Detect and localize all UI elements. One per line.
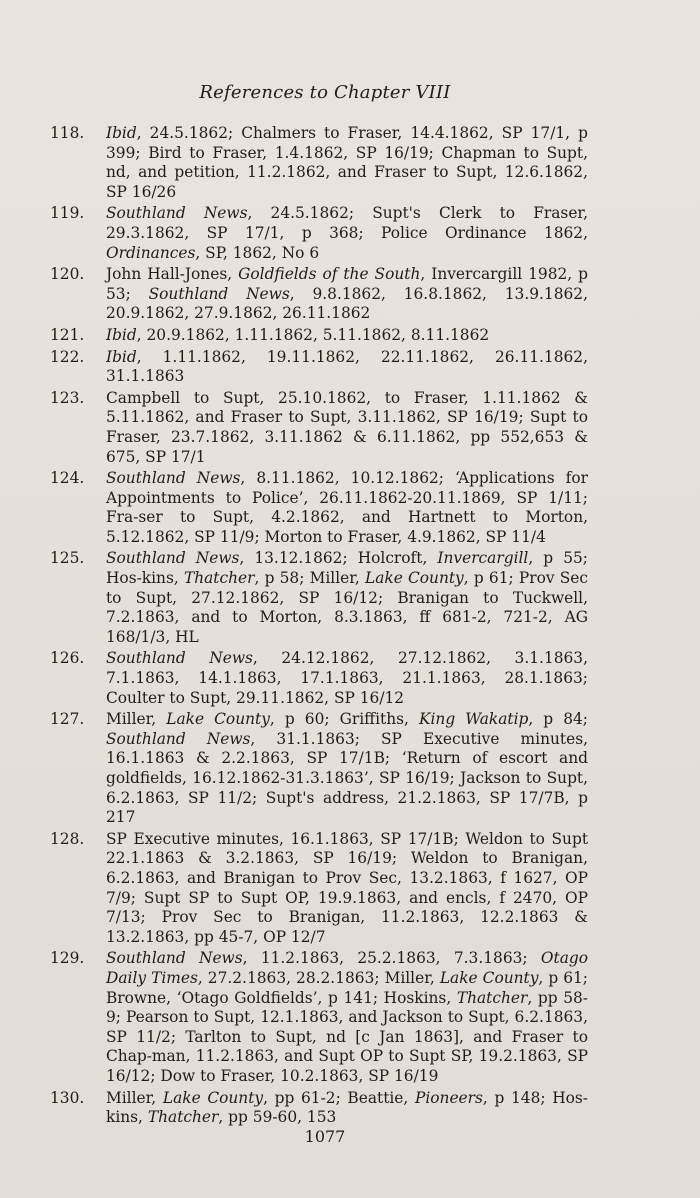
reference-number: 120. bbox=[50, 265, 85, 284]
reference-text-segment: , p 55; Hos-kins, bbox=[106, 549, 588, 588]
reference-title-italic: Ordinances bbox=[106, 243, 196, 262]
reference-text bbox=[106, 124, 588, 202]
reference-title-italic: Ibid bbox=[106, 124, 137, 142]
reference-text-segment: , 1.11.1862, 19.11.1862, 22.11.1862, 26.11.1862, 31.1.1863 bbox=[106, 347, 588, 386]
references-list bbox=[50, 124, 588, 1130]
reference-title-italic: Pioneers bbox=[414, 1088, 483, 1107]
reference-title-italic: Southland News bbox=[106, 729, 251, 748]
reference-title-italic: Southland News bbox=[106, 949, 243, 968]
reference-title-italic: Thatcher bbox=[147, 1108, 219, 1127]
reference-text-segment: John Hall-Jones, bbox=[106, 265, 239, 284]
reference-text bbox=[106, 1089, 588, 1128]
reference-entry bbox=[50, 469, 588, 547]
reference-text-segment: , 24.5.1862; Chalmers to Fraser, 14.4.1862, SP 17/1, p 399; Bird to Fraser, 1.4.1862, SP 16/19; Chapman to Supt, nd, and petition, 11.2.1862, and Fraser to Supt, 12.6.1862, SP 16/26 bbox=[106, 124, 588, 201]
reference-title-italic: King Wakatip bbox=[418, 710, 529, 729]
reference-text bbox=[106, 549, 588, 647]
reference-text bbox=[106, 830, 588, 948]
reference-number: 125. bbox=[50, 549, 85, 568]
reference-title-italic: Thatcher bbox=[456, 988, 528, 1007]
reference-text-segment: , p 58; Miller, bbox=[254, 569, 365, 588]
reference-text-segment: , SP, 1862, No 6 bbox=[195, 243, 320, 262]
reference-number: 124. bbox=[50, 469, 85, 488]
reference-entry bbox=[50, 326, 588, 346]
reference-text-segment: , p 84; bbox=[528, 710, 588, 729]
reference-entry bbox=[50, 348, 588, 387]
reference-text bbox=[106, 649, 588, 708]
reference-text bbox=[106, 710, 588, 828]
reference-title-italic: Invercargill bbox=[437, 549, 529, 568]
reference-text bbox=[106, 204, 588, 263]
reference-text-segment: Miller, bbox=[106, 1088, 163, 1107]
reference-text bbox=[106, 389, 588, 467]
page-number: 1077 bbox=[304, 1127, 346, 1146]
reference-number: 129. bbox=[50, 949, 85, 968]
reference-entry bbox=[50, 204, 588, 263]
reference-number: 123. bbox=[50, 388, 85, 407]
reference-text-segment: , p 148; Hos-kins, bbox=[106, 1088, 588, 1127]
reference-title-italic: Lake County bbox=[364, 569, 464, 588]
reference-number: 122. bbox=[50, 347, 85, 366]
reference-title-italic: Southland News bbox=[106, 469, 241, 488]
reference-text-segment: , p 61; Prov Sec to Supt, 27.12.1862, SP 16/12; Branigan to Tuckwell, 7.2.1863, and to Morton, 8.3.1863, ff 681-2, 721-2, AG 168/1/3, HL bbox=[106, 569, 589, 646]
reference-text-segment: Campbell to Supt, 25.10.1862, to Fraser, 1.11.1862 & 5.11.1862, and Fraser to Supt, 3.11.1862, SP 16/19; Supt to Fraser, 23.7.1862, 3.11.1862 & 6.11.1862, pp 552,653 & 675, SP 17/1 bbox=[106, 388, 588, 466]
reference-text-segment: , 27.2.1863, 28.2.1863; Miller, bbox=[197, 968, 440, 987]
reference-entry bbox=[50, 1089, 588, 1128]
reference-entry bbox=[50, 830, 588, 948]
reference-number: 126. bbox=[50, 649, 85, 668]
reference-title-italic: Otago Daily Times bbox=[106, 949, 588, 987]
reference-text-segment: , p 60; Griffiths, bbox=[269, 710, 419, 729]
reference-number: 121. bbox=[50, 325, 85, 344]
reference-text-segment: , pp 58-9; Pearson to Supt, 12.1.1863, and Jackson to Supt, 6.2.1863, SP 11/2; Tarlton to Supt, nd [c Jan 1863], and Fraser to Chap-man, 11.2.1863, and Supt OP to Supt SP, 19.2.1863, SP 16/12; Dow to Fraser, 10.2.1863, SP 16/19 bbox=[106, 988, 588, 1085]
reference-title-italic: Goldfields of the South bbox=[238, 265, 421, 284]
reference-number: 127. bbox=[50, 710, 85, 729]
reference-text-segment: , 9.8.1862, 16.8.1862, 13.9.1862, 20.9.1862, 27.9.1862, 26.11.1862 bbox=[106, 284, 588, 323]
reference-entry bbox=[50, 389, 588, 467]
reference-text-segment: , 8.11.1862, 10.12.1862; ‘Applications for Appointments to Police’, 26.11.1862-20.11.1869, SP 1/11; Fra-ser to Supt, 4.2.1862, and Hartnett to Morton, 5.12.1862, SP 11/9; Morton to Fraser, 4.9.1862, SP 11/4 bbox=[106, 469, 588, 546]
running-header: References to Chapter VIII bbox=[199, 82, 451, 103]
reference-text bbox=[106, 949, 588, 1086]
reference-text-segment: , p 61; Browne, ‘Otago Goldfields’, p 141; Hoskins, bbox=[106, 968, 588, 1007]
reference-title-italic: Ibid bbox=[106, 325, 137, 344]
reference-number: 130. bbox=[50, 1088, 85, 1107]
reference-title-italic: Southland News bbox=[106, 549, 240, 568]
reference-title-italic: Southland News bbox=[148, 284, 290, 303]
reference-title-italic: Southland News bbox=[106, 649, 253, 668]
reference-entry bbox=[50, 124, 588, 202]
reference-text bbox=[106, 348, 588, 387]
reference-entry bbox=[50, 949, 588, 1086]
reference-text bbox=[106, 469, 588, 547]
reference-text bbox=[106, 265, 588, 324]
reference-number: 119. bbox=[50, 204, 85, 223]
reference-text-segment: , 13.12.1862; Holcroft, bbox=[239, 549, 438, 568]
reference-text bbox=[106, 326, 588, 346]
reference-text-segment: Miller, bbox=[106, 710, 167, 729]
reference-text-segment: , pp 61-2; Beattie, bbox=[263, 1088, 415, 1107]
reference-entry bbox=[50, 710, 588, 828]
reference-number: 118. bbox=[50, 124, 85, 142]
reference-entry bbox=[50, 549, 588, 647]
reference-title-italic: Lake County bbox=[162, 1088, 264, 1107]
reference-text-segment: SP Executive minutes, 16.1.1863, SP 17/1B; Weldon to Supt 22.1.1863 & 3.2.1863, SP 16/19; Weldon to Branigan, 6.2.1863, and Branigan to Prov Sec, 13.2.1863, f 1627, OP 7/9; Supt SP to Supt OP, 19.9.1863, and encls, f 2470, OP 7/13; Prov Sec to Branigan, 11.2.1863, 12.2.1863 & 13.2.1863, pp 45-7, OP 12/7 bbox=[106, 829, 588, 946]
reference-text-segment: , 20.9.1862, 1.11.1862, 5.11.1862, 8.11.1862 bbox=[136, 325, 490, 344]
reference-text-segment: , pp 59-60, 153 bbox=[218, 1108, 337, 1127]
reference-text-segment: , 31.1.1863; SP Executive minutes, 16.1.1863 & 2.2.1863, SP 17/1B; ‘Return of escort and goldfields, 16.12.1862-31.3.1863’, SP 16/19; Jackson to Supt, 6.2.1863, SP 11/2; Supt's address, 21.2.1863, SP 17/7B, p 217 bbox=[106, 729, 588, 827]
reference-title-italic: Ibid bbox=[106, 347, 137, 366]
reference-entry bbox=[50, 649, 588, 708]
reference-entry bbox=[50, 265, 588, 324]
reference-title-italic: Lake County bbox=[439, 968, 539, 987]
reference-text-segment: , 11.2.1863, 25.2.1863, 7.3.1863; bbox=[242, 949, 541, 968]
reference-text-segment: , 24.12.1862, 27.12.1862, 3.1.1863, 7.1.1863, 14.1.1863, 17.1.1863, 21.1.1863, 28.1.1863; Coulter to Supt, 29.11.1862, SP 16/12 bbox=[106, 649, 588, 707]
reference-text-segment: , Invercargill 1982, p 53; bbox=[106, 265, 589, 303]
reference-number: 128. bbox=[50, 829, 85, 848]
reference-title-italic: Southland News bbox=[106, 204, 248, 223]
reference-title-italic: Lake County bbox=[166, 710, 270, 729]
reference-text-segment: , 24.5.1862; Supt's Clerk to Fraser, 29.3.1862, SP 17/1, p 368; Police Ordinance 1862, bbox=[106, 204, 588, 242]
reference-title-italic: Thatcher bbox=[183, 569, 255, 588]
